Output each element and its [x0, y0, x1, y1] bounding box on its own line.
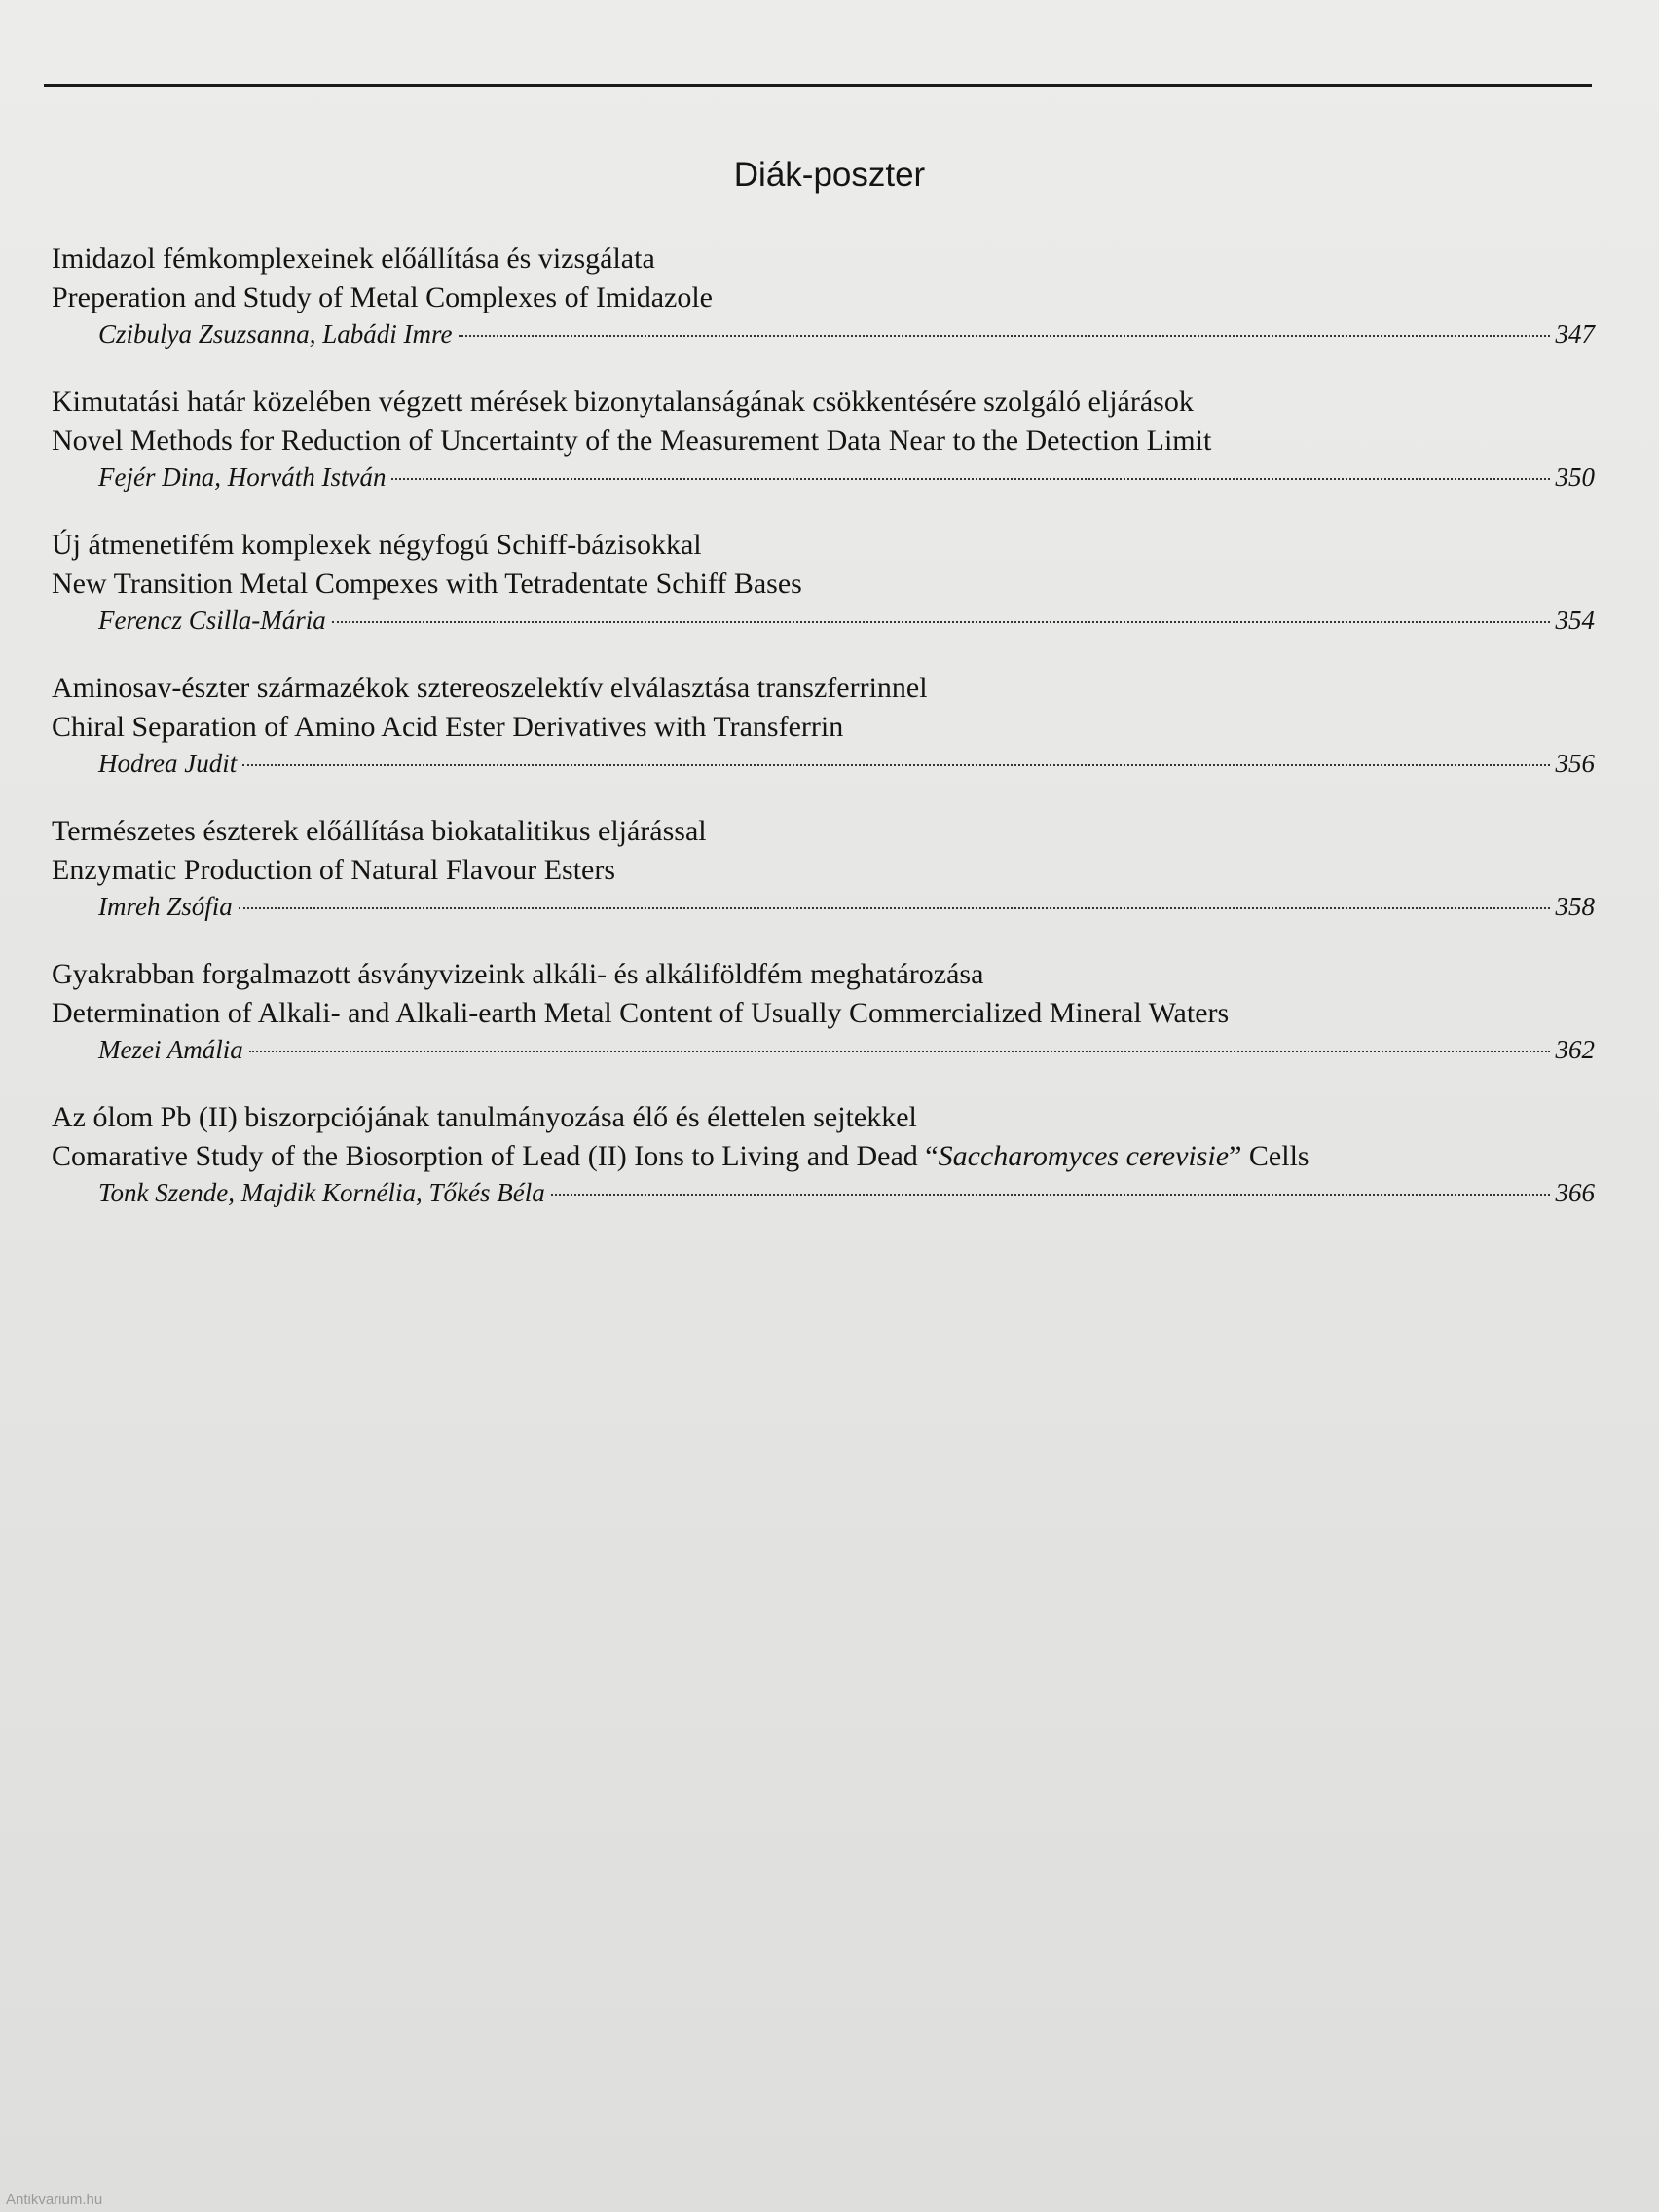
entry-authors: Fejér Dina, Horváth István: [98, 462, 387, 492]
entry-authors: Tonk Szende, Majdik Kornélia, Tőkés Béla: [98, 1178, 545, 1207]
title-english-species: Saccharomyces cerevisie: [938, 1140, 1230, 1172]
entry-page-number: 350: [1555, 462, 1595, 492]
entry-page-number: 362: [1555, 1035, 1595, 1064]
title-english-prefix: Comarative Study of the Biosorption of Lead (II) Ions to Living and Dead “: [52, 1140, 939, 1172]
entry-page-number: 356: [1555, 749, 1595, 778]
entry-author-line: [98, 1033, 1595, 1066]
dot-leader: [391, 478, 1549, 480]
dot-leader: [242, 764, 1549, 766]
entry-author-line: [98, 604, 1595, 637]
entry-author-line: [98, 317, 1595, 350]
entry-page-number: 354: [1555, 606, 1595, 635]
dot-leader: [551, 1194, 1550, 1196]
entry-author-line: [98, 890, 1595, 923]
dot-leader: [459, 335, 1550, 337]
dot-leader: [249, 1051, 1550, 1052]
entry-title-hungarian: Az ólom Pb (II) biszorpciójának tanulmányozása élő és élettelen sejtekkel: [52, 1101, 917, 1133]
entry-title-english: Enzymatic Production of Natural Flavour Esters: [52, 854, 616, 886]
section-title: Diák-poszter: [733, 156, 926, 194]
entry-title-english: [52, 1137, 1595, 1176]
entry-authors: Mezei Amália: [98, 1035, 243, 1064]
watermark: Antikvarium.hu: [6, 2192, 103, 2208]
entry-title-hungarian: Gyakrabban forgalmazott ásványvizeink alkáli- és alkáliföldfém meghatározása: [52, 958, 984, 990]
toc-entry: [52, 240, 1595, 383]
title-english-suffix: ” Cells: [1229, 1140, 1309, 1172]
entry-title-english: Novel Methods for Reduction of Uncertainty of the Measurement Data Near to the Detection Limit: [52, 424, 1212, 457]
toc-entry: [52, 955, 1595, 1098]
entry-author-line: [98, 1176, 1595, 1209]
entry-title-hungarian: Imidazol fémkomplexeinek előállítása és vizsgálata: [52, 242, 655, 275]
top-rule: [44, 84, 1592, 87]
entry-page-number: 347: [1555, 319, 1595, 349]
entry-authors: Hodrea Judit: [98, 749, 238, 778]
toc-entry: [52, 1098, 1595, 1241]
entry-title-hungarian: Aminosav-észter származékok sztereoszelektív elválasztása transzferrinnel: [52, 672, 928, 704]
dot-leader: [332, 621, 1550, 623]
entry-title-hungarian: Új átmenetifém komplexek négyfogú Schiff-bázisokkal: [52, 529, 702, 561]
entry-author-line: [98, 747, 1595, 780]
entry-authors: Czibulya Zsuzsanna, Labádi Imre: [98, 319, 453, 349]
entry-title-english: Preperation and Study of Metal Complexes of Imidazole: [52, 281, 713, 313]
entry-page-number: 358: [1555, 892, 1595, 921]
entry-title-english: Determination of Alkali- and Alkali-earth Metal Content of Usually Commercialized Mineral Waters: [52, 997, 1230, 1029]
entry-title-english: New Transition Metal Compexes with Tetradentate Schiff Bases: [52, 568, 802, 600]
entry-title-hungarian: Természetes észterek előállítása biokatalitikus eljárással: [52, 815, 707, 847]
entry-author-line: [98, 461, 1595, 494]
toc-entry: [52, 526, 1595, 669]
toc-entry: [52, 383, 1595, 526]
toc-list: [52, 240, 1595, 1241]
entry-title-english: Chiral Separation of Amino Acid Ester Derivatives with Transferrin: [52, 711, 844, 743]
toc-entry: [52, 812, 1595, 955]
dot-leader: [239, 907, 1550, 909]
toc-entry: [52, 669, 1595, 812]
entry-page-number: 366: [1555, 1178, 1595, 1207]
entry-title-hungarian: Kimutatási határ közelében végzett mérések bizonytalanságának csökkentésére szolgáló eljárások: [52, 386, 1194, 418]
entry-authors: Imreh Zsófia: [98, 892, 233, 921]
entry-authors: Ferencz Csilla-Mária: [98, 606, 326, 635]
